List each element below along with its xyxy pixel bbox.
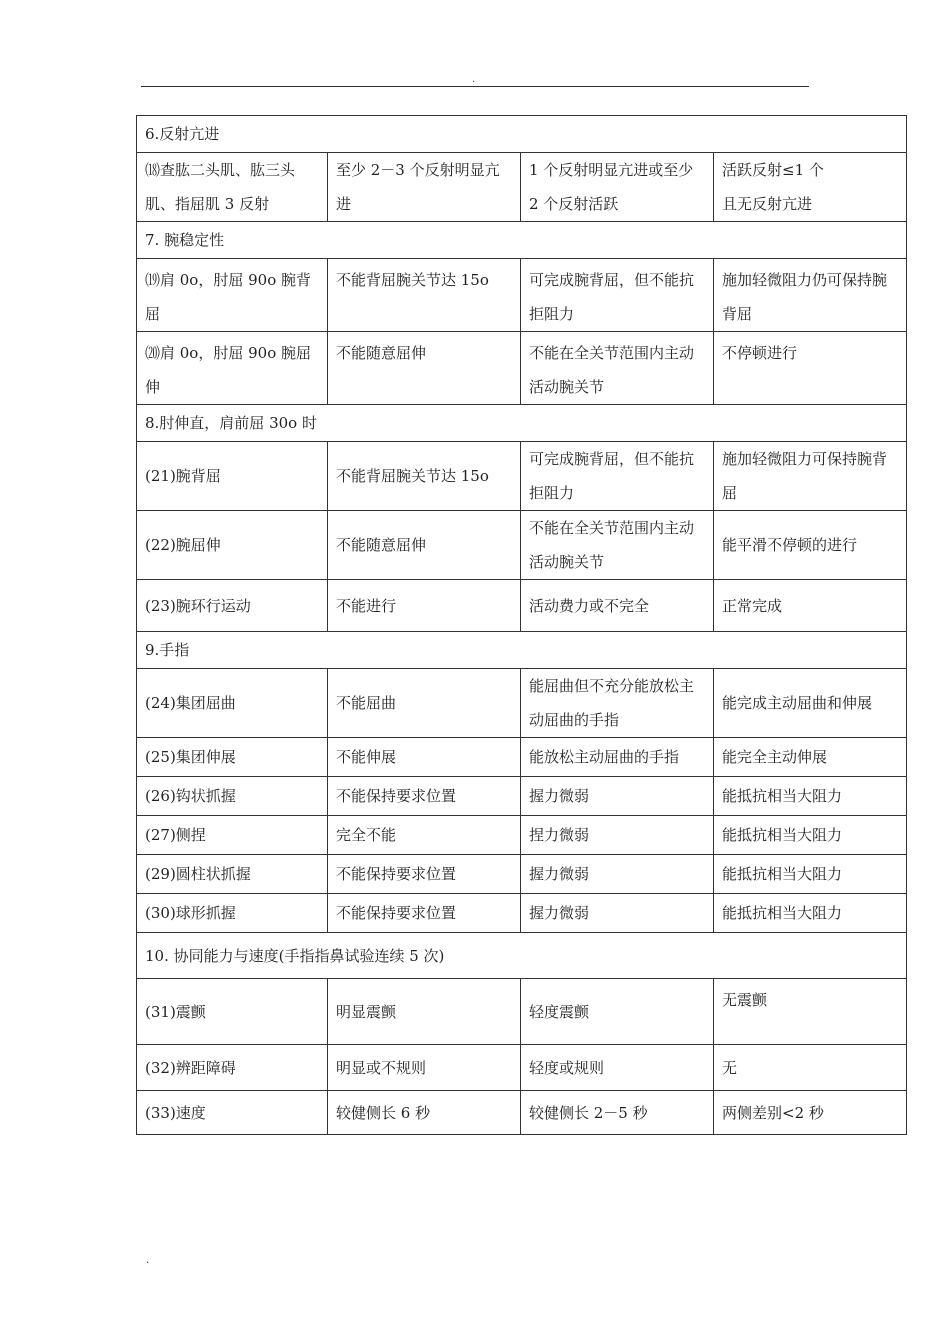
table-row: [137, 442, 907, 511]
section-row: [137, 222, 907, 259]
score2-cell: 能抵抗相当大阻力: [714, 855, 907, 894]
item-cell: (30)球形抓握: [137, 894, 328, 933]
item-cell: (22)腕屈伸: [137, 511, 328, 580]
score1-cell: 握力微弱: [521, 777, 714, 816]
score0-cell: 不能随意屈伸: [328, 511, 521, 580]
score1-cell: 较健侧长 2－5 秒: [521, 1091, 714, 1135]
score1-cell: 握力微弱: [521, 894, 714, 933]
score1-cell: 1 个反射明显亢进或至少 2 个反射活跃: [521, 153, 714, 222]
score0-cell: 不能背屈腕关节达 15o: [328, 442, 521, 511]
header-mark: .: [472, 74, 476, 85]
score2-cell: 不停顿进行: [714, 332, 907, 405]
section-title: 10. 协同能力与速度(手指指鼻试验连续 5 次): [137, 933, 907, 979]
section-row: [137, 405, 907, 442]
item-cell: ⒅查肱二头肌、肱三头肌、指屈肌 3 反射: [137, 153, 328, 222]
score0-cell: 不能背屈腕关节达 15o: [328, 259, 521, 332]
section-row: [137, 933, 907, 979]
table-row: [137, 511, 907, 580]
score0-cell: 较健侧长 6 秒: [328, 1091, 521, 1135]
item-cell: ⒇肩 0o，肘屈 90o 腕屈伸: [137, 332, 328, 405]
section-title: 7. 腕稳定性: [137, 222, 907, 259]
score2-cell: 无震颤: [714, 979, 907, 1045]
item-cell: (31)震颤: [137, 979, 328, 1045]
score1-cell: 握力微弱: [521, 855, 714, 894]
table-row: [137, 332, 907, 405]
score2-cell: 能平滑不停顿的进行: [714, 511, 907, 580]
assessment-table: [136, 115, 907, 1135]
table-row: [137, 777, 907, 816]
score1-cell: 可完成腕背屈，但不能抗拒阻力: [521, 259, 714, 332]
item-cell: (29)圆柱状抓握: [137, 855, 328, 894]
item-cell: (23)腕环行运动: [137, 580, 328, 632]
section-row: [137, 632, 907, 669]
item-cell: (25)集团伸展: [137, 738, 328, 777]
score1-cell: 捏力微弱: [521, 816, 714, 855]
table-row: [137, 1091, 907, 1135]
item-cell: (26)钩状抓握: [137, 777, 328, 816]
score1-cell: 可完成腕背屈，但不能抗拒阻力: [521, 442, 714, 511]
score0-cell: 完全不能: [328, 816, 521, 855]
score0-cell: 不能保持要求位置: [328, 894, 521, 933]
table-row: [137, 153, 907, 222]
score2-cell: 正常完成: [714, 580, 907, 632]
score2-cell: 能完成主动屈曲和伸展: [714, 669, 907, 738]
table-row: [137, 979, 907, 1045]
score2-cell: 活跃反射≤1 个 且无反射亢进: [714, 153, 907, 222]
item-cell: ⒆肩 0o，肘屈 90o 腕背屈: [137, 259, 328, 332]
header-rule: [141, 86, 809, 87]
score2-cell: 施加轻微阻力仍可保持腕背屈: [714, 259, 907, 332]
score1-cell: 能屈曲但不充分能放松主动屈曲的手指: [521, 669, 714, 738]
score0-cell: 不能随意屈伸: [328, 332, 521, 405]
score2-cell: 能抵抗相当大阻力: [714, 894, 907, 933]
score0-cell: 至少 2－3 个反射明显亢进: [328, 153, 521, 222]
score2-cell: 能抵抗相当大阻力: [714, 777, 907, 816]
score1-cell: 轻度或规则: [521, 1045, 714, 1091]
score0-cell: 不能屈曲: [328, 669, 521, 738]
section-title: 9.手指: [137, 632, 907, 669]
score0-cell: 不能进行: [328, 580, 521, 632]
score0-cell: 不能保持要求位置: [328, 777, 521, 816]
table-row: [137, 669, 907, 738]
score1-cell: 活动费力或不完全: [521, 580, 714, 632]
item-cell: (27)侧捏: [137, 816, 328, 855]
table-row: [137, 816, 907, 855]
score2-cell: 能抵抗相当大阻力: [714, 816, 907, 855]
score2-cell: 施加轻微阻力可保持腕背屈: [714, 442, 907, 511]
table-row: [137, 738, 907, 777]
item-cell: (33)速度: [137, 1091, 328, 1135]
table-row: [137, 1045, 907, 1091]
score2-cell: 无: [714, 1045, 907, 1091]
table-row: [137, 580, 907, 632]
item-cell: (21)腕背屈: [137, 442, 328, 511]
score2-cell: 两侧差别<2 秒: [714, 1091, 907, 1135]
score2-cell: 能完全主动伸展: [714, 738, 907, 777]
score1-cell: 不能在全关节范围内主动活动腕关节: [521, 332, 714, 405]
table-row: [137, 894, 907, 933]
score0-cell: 不能保持要求位置: [328, 855, 521, 894]
score1-cell: 能放松主动屈曲的手指: [521, 738, 714, 777]
item-cell: (32)辨距障碍: [137, 1045, 328, 1091]
table-row: [137, 855, 907, 894]
score0-cell: 明显或不规则: [328, 1045, 521, 1091]
score0-cell: 明显震颤: [328, 979, 521, 1045]
score1-cell: 轻度震颤: [521, 979, 714, 1045]
section-title: 8.肘伸直，肩前屈 30o 时: [137, 405, 907, 442]
table-row: [137, 259, 907, 332]
score0-cell: 不能伸展: [328, 738, 521, 777]
score1-cell: 不能在全关节范围内主动活动腕关节: [521, 511, 714, 580]
section-title: 6.反射亢进: [137, 116, 907, 153]
item-cell: (24)集团屈曲: [137, 669, 328, 738]
footer-mark: .: [146, 1255, 150, 1266]
section-row: [137, 116, 907, 153]
